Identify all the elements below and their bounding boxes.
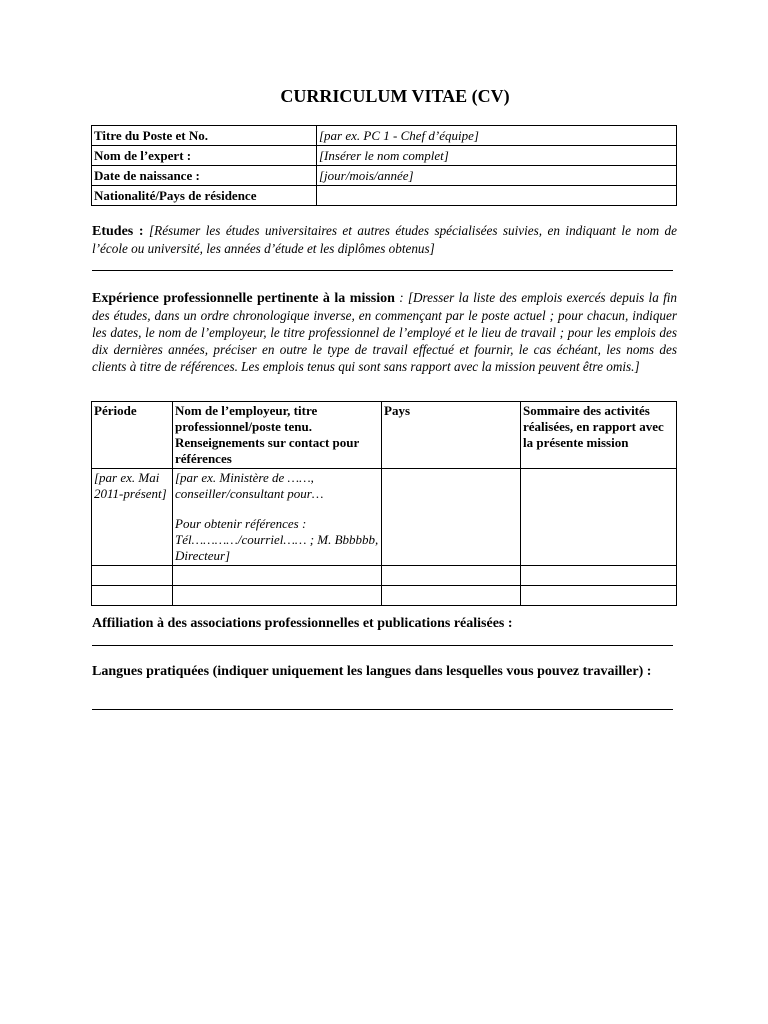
- page-title: CURRICULUM VITAE (CV): [280, 86, 510, 106]
- info-label: Nom de l’expert :: [92, 146, 317, 166]
- etudes-section: [92, 222, 677, 257]
- langues-heading: Langues pratiquées (indiquer uniquement les langues dans lesquelles vous pouvez travailler) :: [92, 664, 652, 679]
- references-text: Pour obtenir références : Tél…………/courriel…… ; M. Bbbbbb, Directeur]: [175, 516, 379, 563]
- table-row: [92, 469, 677, 566]
- employeur-text: [par ex. Ministère de ……, conseiller/consultant pour…: [175, 470, 324, 501]
- cell-sommaire: [521, 469, 677, 566]
- table-row: [92, 566, 677, 586]
- affiliation-heading: Affiliation à des associations professionnelles et publications réalisées :: [92, 616, 513, 631]
- info-label: Titre du Poste et No.: [92, 126, 317, 146]
- empty-cell: [92, 566, 173, 586]
- experience-label: Expérience professionnelle pertinente à la mission: [92, 291, 395, 306]
- col-header-pays: Pays: [382, 402, 521, 469]
- info-row: [92, 146, 677, 166]
- table-row: [92, 586, 677, 606]
- cell-pays: [382, 469, 521, 566]
- info-value: [par ex. PC 1 - Chef d’équipe]: [317, 126, 677, 146]
- experience-text: : [Dresser la liste des emplois exercés depuis la fin des études, dans un ordre chronologique inverse, en commençant par le poste actuel ; pour chacun, indiquer les dates, le nom de l’employeur, le titre professionnel de l’employé et le lieu de travail ; pour les emplois des dix dernières années, préciser en outre le type de travail effectué et fournir, le cas échéant, les noms des clients à titre de références. Les emplois tenus qui sont sans rapport avec la mission peuvent être omis.]: [92, 290, 678, 374]
- spacer: [175, 502, 379, 516]
- experience-table: [91, 401, 677, 606]
- col-header-employeur: Nom de l’employeur, titre professionnel/poste tenu. Renseignements sur contact pour références: [173, 402, 382, 469]
- empty-cell: [382, 566, 521, 586]
- empty-cell: [521, 566, 677, 586]
- table-header-row: [92, 402, 677, 469]
- col-header-sommaire: Sommaire des activités réalisées, en rapport avec la présente mission: [521, 402, 677, 469]
- divider: [92, 709, 673, 710]
- cell-periode: [par ex. Mai 2011-présent]: [92, 469, 173, 566]
- etudes-text: [Résumer les études universitaires et autres études spécialisées suivies, en indiquant le nom de l’école ou université, les années d’étude et les diplômes obtenus]: [92, 223, 677, 256]
- empty-cell: [173, 566, 382, 586]
- info-row: [92, 186, 677, 206]
- info-value: [317, 186, 677, 206]
- info-table: [91, 125, 677, 206]
- empty-cell: [173, 586, 382, 606]
- info-label: Nationalité/Pays de résidence: [92, 186, 317, 206]
- empty-cell: [92, 586, 173, 606]
- empty-cell: [521, 586, 677, 606]
- cell-employeur: [173, 469, 382, 566]
- info-row: [92, 126, 677, 146]
- info-value: [jour/mois/année]: [317, 166, 677, 186]
- info-value: [Insérer le nom complet]: [317, 146, 677, 166]
- divider: [92, 645, 673, 646]
- empty-cell: [382, 586, 521, 606]
- col-header-periode: Période: [92, 402, 173, 469]
- experience-section: [92, 289, 677, 375]
- etudes-label: Etudes :: [92, 224, 144, 239]
- info-row: [92, 166, 677, 186]
- divider: [92, 270, 673, 271]
- info-label: Date de naissance :: [92, 166, 317, 186]
